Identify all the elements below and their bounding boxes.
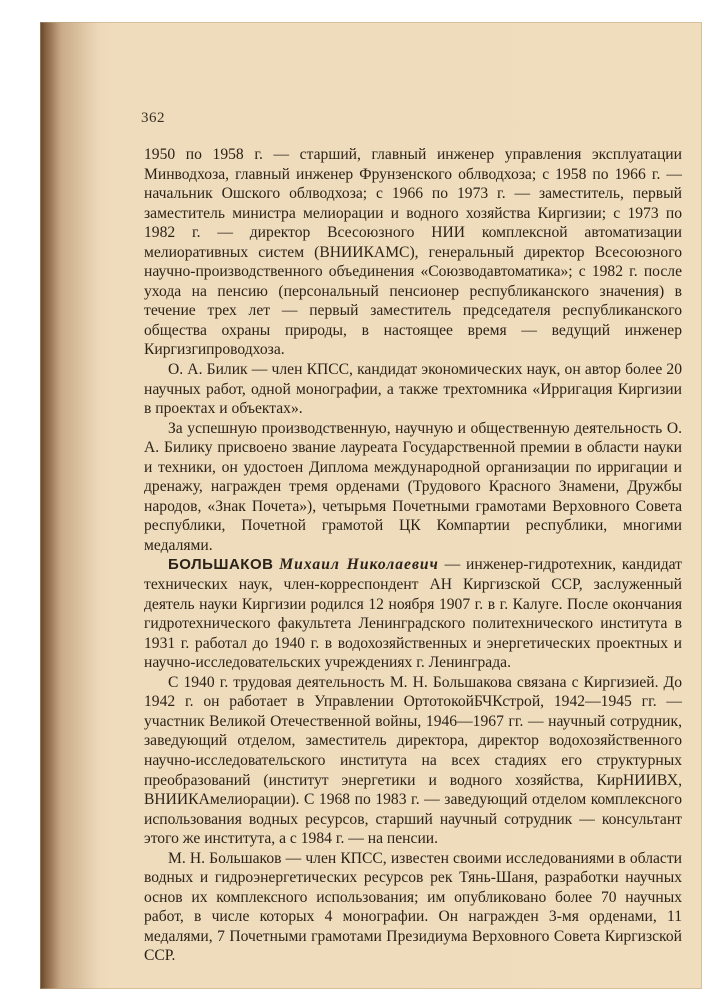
page-binding-shadow: [40, 22, 100, 989]
paragraph: С 1940 г. трудовая деятельность М. Н. Большакова связана с Киргизией. До 1942 г. он работает в Управлении ОртотокойБЧКстрой, 1942—1945 гг. — участник Великой Отечественной войны, 1946—1967 гг. — научный сотрудник, заведующий отделом, заместитель директора, директор водохозяйственного научно-исследовательского института на всех стадиях его структурных преобразований (институт энергетики и водного хозяйства, КирНИИВХ, ВНИИКАмелиорации). С 1968 по 1983 г. — заведующий отделом комплексного использования водных ресурсов, старший научный сотрудник — консультант этого же института, а с 1984 г. — на пенсии.: [144, 673, 682, 848]
paragraph: О. А. Билик — член КПСС, кандидат экономических наук, он автор более 20 научных работ, одной монографии, а также трехтомника «Ирригация Киргизии в проектах и объектах».: [144, 361, 682, 418]
page-number: 362: [141, 110, 165, 126]
entry-given-name: Михаил Николаевич: [279, 556, 439, 574]
entry-text: — инженер-гидротехник, кандидат технических наук, член-корреспондент АН Киргизской ССР, заслуженный деятель науки Киргизии родился 12 ноября 1907 г. в г. Калуге. После окончания гидротехнического факультета Ленинградского политехнического института в 1931 г. работал до 1940 г. в водохозяйственных и энергетических проектных и научно-исследовательских учреждениях г. Ленинграда.: [144, 556, 682, 672]
biography-entry: [144, 555, 682, 672]
page-body: [144, 145, 682, 966]
paragraph: За успешную производственную, научную и общественную деятельность О. А. Билику присвоено звание лауреата Государственной премии в области науки и техники, он удостоен Диплома международной организации по ирригации и дренажу, награжден тремя орденами (Трудового Красного Знамени, Дружбы народов, «Знак Почета»), четырьмя Почетными грамотами Верховного Совета республики, Почетной грамотой ЦК Компартии республики, многими медалями.: [144, 419, 682, 554]
paragraph: 1950 по 1958 г. — старший, главный инженер управления эксплуатации Минводхоза, главный инженер Фрунзенского облводхоза; с 1958 по 1966 г. — начальник Ошского облводхоза; с 1966 по 1973 г. — заместитель, первый заместитель министра мелиорации и водного хозяйства Киргизии; с 1973 по 1982 г. — директор Всесоюзного НИИ комплексной автоматизации мелиоративных систем (ВНИИКАМС), генеральный директор Всесоюзного научно-производственного объединения «Союзводавтоматика»; с 1982 г. после ухода на пенсию (персональный пенсионер республиканского значения) в течение трех лет — первый заместитель председателя республиканского общества охраны природы, в настоящее время — ведущий инженер Киргизгипроводхоза.: [144, 146, 682, 359]
entry-surname: БОЛЬШАКОВ: [168, 556, 274, 574]
paragraph: М. Н. Большаков — член КПСС, известен своими исследованиями в области водных и гидроэнергетических ресурсов рек Тянь-Шаня, разработки научных основ их комплексного использования; им опубликовано более 70 научных работ, в числе которых 4 монографии. Он награжден 3-мя орденами, 11 медалями, 7 Почетными грамотами Президиума Верховного Совета Киргизской ССР.: [144, 849, 682, 965]
